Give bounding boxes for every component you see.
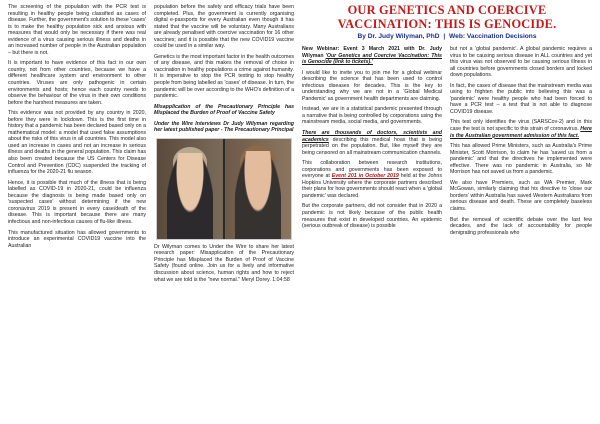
government-admission-link[interactable]: Here is the Australian government admission of this fact. <box>450 126 592 139</box>
paragraph: We also have Premiers, such as WA Premier, Mark McGowan, similarly claiming that his directive to 'close our borders' within Australia has saved Western Australians from serious disease and death. These are completely baseless claims. <box>450 179 592 213</box>
paragraph: population before the safety and efficacy trials have been completed. Plus, the government is currently organising digital e-passports for every Australian even though it has stated that the vaccine will be voluntary. Many Australians are already penalised with coercive vaccination for 16 other vaccines; and it is possible that the new COVID19 vaccine could be used in a similar way. <box>154 4 294 50</box>
webinar-date: New Webinar: Event 3 March 2021 with Dr. Judy Wilyman <box>302 46 442 59</box>
paragraph <box>302 130 442 156</box>
paragraph <box>302 160 442 199</box>
interview-video-thumbnail[interactable] <box>156 138 292 240</box>
ticket-link[interactable]: 'Our Genetics and Coercive Vaccination: This is Genocide (link to tickets).' <box>302 52 442 66</box>
column-2 <box>154 4 294 420</box>
paragraph: This evidence was not provided by any country in 2020, before they were in lockdown. This is the first time in history that a pandemic has been declared based only on a mathematical model: a model that used false assumptions about the risks of this virus in all countries. This model also used an increase in cases and not an increase in serious illness and deaths in the general population. This claim has also been created because the US Centers for Disease Control and Prevention (CDC) suspended the tracking of influenza for the 2020-21 flu season. <box>8 110 146 176</box>
paragraph: Instead, we are in a statistical pandemic presented through a narrative that is being controlled by corporations using the mainstream media, social media, and governments. <box>302 106 442 126</box>
column-3 <box>302 46 442 420</box>
paragraph-text: This collaboration between research institutions, corporations and governments has been exposed to everyone at <box>302 160 442 180</box>
byline-separator: | <box>443 33 446 40</box>
event-201-link[interactable]: Event 201 in October 2019 <box>331 173 399 180</box>
paragraph: Genetics is the most important factor in the health outcomes of any disease, and this makes the removal of choice in vaccination in healthy populations a crime against humanity. It is imperative to stop the PCR testing to stop healthy people from being labelled as 'cases' of disease. In turn, the pandemic will be over according to the WHO's definition of a pandemic. <box>154 53 294 100</box>
column-1 <box>8 4 146 420</box>
paragraph: But the corporate partners, did not consider that in 2020 a pandemic is not likely because of the public health measures that exist in developed countries. An epidemic (serious outbreak of disease) is possible <box>302 203 442 230</box>
doctors-heading[interactable]: There are thousands of doctors, scientists and academics <box>302 130 442 143</box>
paragraph: Hence, it is possible that much of the illness that is being labelled as COVID-19 in 2020-21, could be influenza because the diagnosis is being made based only on 'suspected cases' without determining if the new coronavirus 2019 is present in every case/death of the disease. This is important because there are many infectious and non-infectious causes of flu-like illness. <box>8 179 146 225</box>
column-4 <box>450 46 592 420</box>
article-title: OUR GENETICS AND COERCIVE VACCINATION: THIS IS GENOCIDE. <box>337 3 557 31</box>
paragraph: In fact, the cases of disease that the mainstream media was using to frighten the public into believing this was a 'pandemic' were healthy people who had been forced to have a PCR test – a test that is not able to diagnose COVID19 disease. <box>450 82 592 115</box>
web-link[interactable]: Web: Vaccination Decisions <box>449 33 537 40</box>
guest-figure <box>235 151 281 239</box>
byline <box>302 33 592 40</box>
paragraph: It is important to have evidence of this fact in our own country, not from other countries, because we have a different healthcare system and environment to other countries. Viruses are only pathogenic in certain environments and hosts; hence each country needs to observe the behaviour of the virus in their own conditions before the harshest measures are taken. <box>8 60 146 106</box>
paragraph: This manufactured situation has allowed governments to introduce an experimental COVID19 vaccine into the Australian <box>8 229 146 249</box>
split-divider <box>223 139 225 239</box>
presenter-figure <box>167 153 213 239</box>
author-name: By Dr. Judy Wilyman, PhD <box>357 33 440 40</box>
paragraph <box>450 119 592 139</box>
paragraph: But the removal of scientific debate over the last few decades, and the lack of accountability for people denigrating professionals who <box>450 216 592 236</box>
paragraph-text: held at the Johns Hopkins University where the corporate partners described their plans for how governments should react when a 'global pandemic' was declared. <box>302 173 442 199</box>
paragraph: The screening of the population with the PCR test is resulting in healthy people being classified as cases of disease. Further, the government's solution to these 'cases' is to make the healthy population sick and anxious with measures that would only be necessary if there was real evidence of a virus causing serious illness and deaths in an increased number of people in the Australian population – but there is not. <box>8 4 146 56</box>
paragraph: This has allowed Prime Ministers, such as Australia's Prime Minister, Scott Morrison, to claim he has 'saved us from a pandemic' and that the directives he implemented were effective. There was no pandemic in Australia, so Mr Morrison has not saved us from a pandemic. <box>450 143 592 176</box>
paragraph-text: describing this medical hoax that is being perpetrated on the population. But, like myself they are being censored on all mainstream communication channels. <box>302 136 442 156</box>
paper-heading: Misapplication of the Precautionary Principle has Misplaced the Burden of Proof of Vaccine Safety <box>154 103 294 117</box>
paragraph-text: This test only identifies the virus (SARSCov-2) and in this case the test is not specific to this strain of coronavirus. <box>450 119 592 133</box>
interview-heading: Under the Wire Interviews Dr Judy Wilyman regarding her latest published paper - The Precautionary Principal <box>154 120 294 134</box>
video-caption: Dr Wilyman comes to Under the Wire to share her latest research paper: Misapplication of the Precautionary Principle has Misplaced the Burden of Proof of Vaccine Safety (found online. Join us for a lively and informative discussion about science, human rights and how to reject what we are told is the "new normal." Meryl Dorey. 1:04:58 <box>154 243 294 283</box>
paragraph: but not a 'global pandemic'. A global pandemic requires a virus to be causing serious disease in ALL countries and yet this virus was not observed to be causing serious illness in all countries before governments closed borders and locked down populations. <box>450 46 592 79</box>
paragraph: I would like to invite you to join me for a global webinar describing the science that has been used to control infectious diseases for decades. This is the key to understanding why we are not in a 'Global Medical Pandemic' as government health departments are claiming. <box>302 69 442 102</box>
webinar-lead <box>302 46 442 66</box>
